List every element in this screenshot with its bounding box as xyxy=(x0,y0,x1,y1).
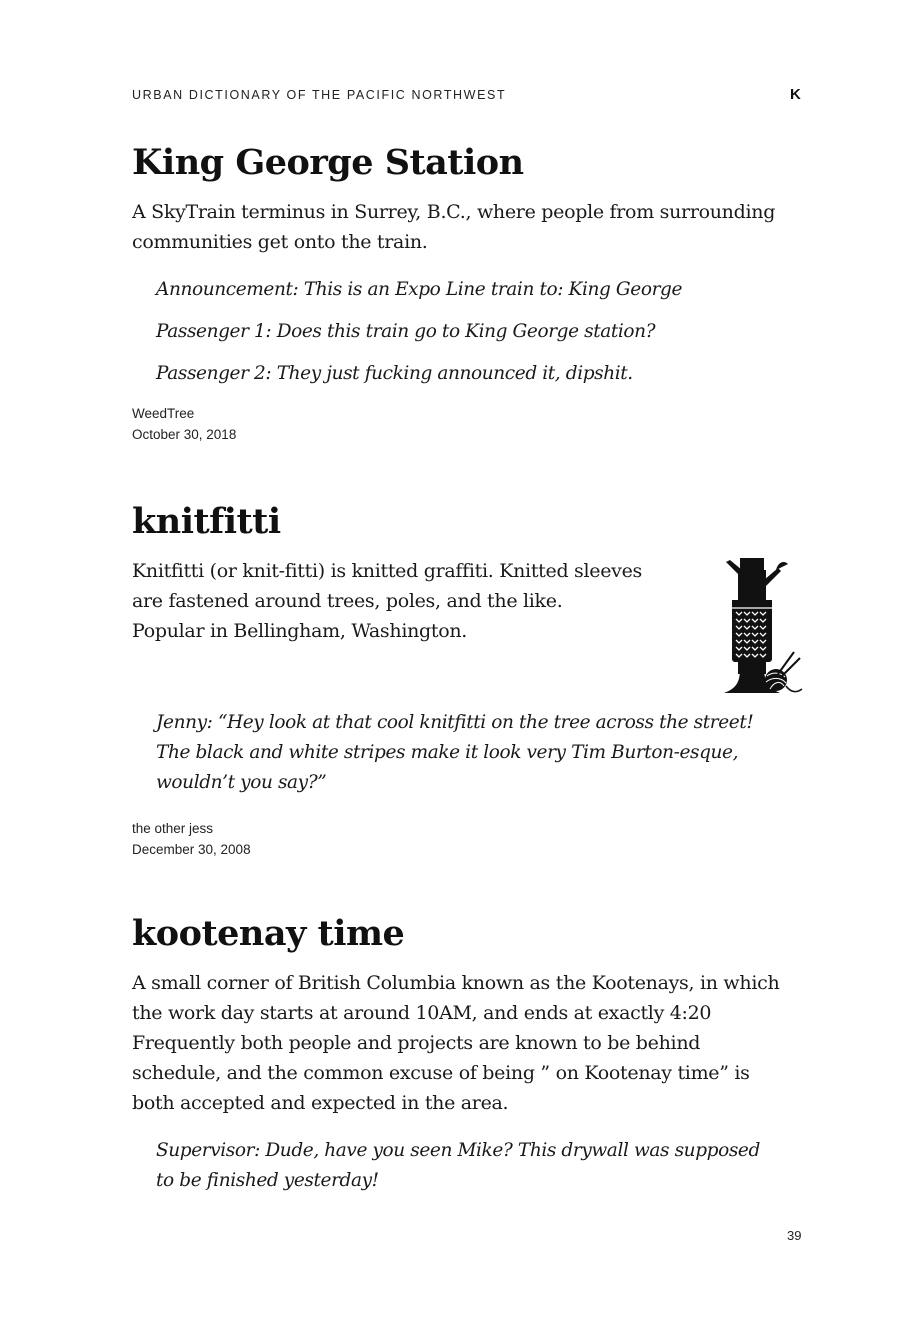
entry-definition: Knitfitti (or knit-fitti) is knitted graffiti. Knitted sleeves are fastened around trees, poles, and the like. Popular in Bellingham, Washington. xyxy=(132,560,642,642)
entry-example: Supervisor: Dude, have you seen Mike? This drywall was supposed to be finished yesterday! xyxy=(156,1140,760,1191)
entry-date: October 30, 2018 xyxy=(132,427,237,442)
entry-example: Passenger 1: Does this train go to King George station? xyxy=(156,321,656,342)
section-letter: K xyxy=(790,86,801,103)
entry-example: Announcement: This is an Expo Line train to: King George xyxy=(156,279,683,300)
entry-meta xyxy=(132,403,812,445)
entry-definition: A SkyTrain terminus in Surrey, B.C., where people from surrounding communities get onto the train. xyxy=(132,201,776,253)
entry-kootenay-time xyxy=(132,912,812,1196)
entry-headword: King George Station xyxy=(132,142,524,183)
entry-headword: knitfitti xyxy=(132,501,281,542)
entry-example: Jenny: “Hey look at that cool knitfitti on the tree across the street! The black and white stripes make it look very Tim Burton-esque, wouldn’t you say?” xyxy=(156,712,754,793)
entry-headword: kootenay time xyxy=(132,913,405,954)
entry-meta xyxy=(132,818,812,860)
entry-date: December 30, 2008 xyxy=(132,842,251,857)
entry-example: Passenger 2: They just fucking announced it, dipshit. xyxy=(156,363,633,384)
entry-author: the other jess xyxy=(132,821,214,836)
entry-author: WeedTree xyxy=(132,406,195,421)
knitted-tree-icon xyxy=(718,556,806,698)
page-number: 39 xyxy=(787,1228,802,1243)
entry-king-george-station xyxy=(132,141,812,445)
entry-knitfitti xyxy=(132,500,812,860)
entry-definition: A small corner of British Columbia known as the Kootenays, in which the work day starts at around 10AM, and ends at exactly 4:20 Frequently both people and projects are known to be behind schedule, and the common excuse of being ” on Kootenay time” is both accepted and expected in the area. xyxy=(132,972,780,1114)
running-head: URBAN DICTIONARY OF THE PACIFIC NORTHWEST xyxy=(132,88,507,102)
